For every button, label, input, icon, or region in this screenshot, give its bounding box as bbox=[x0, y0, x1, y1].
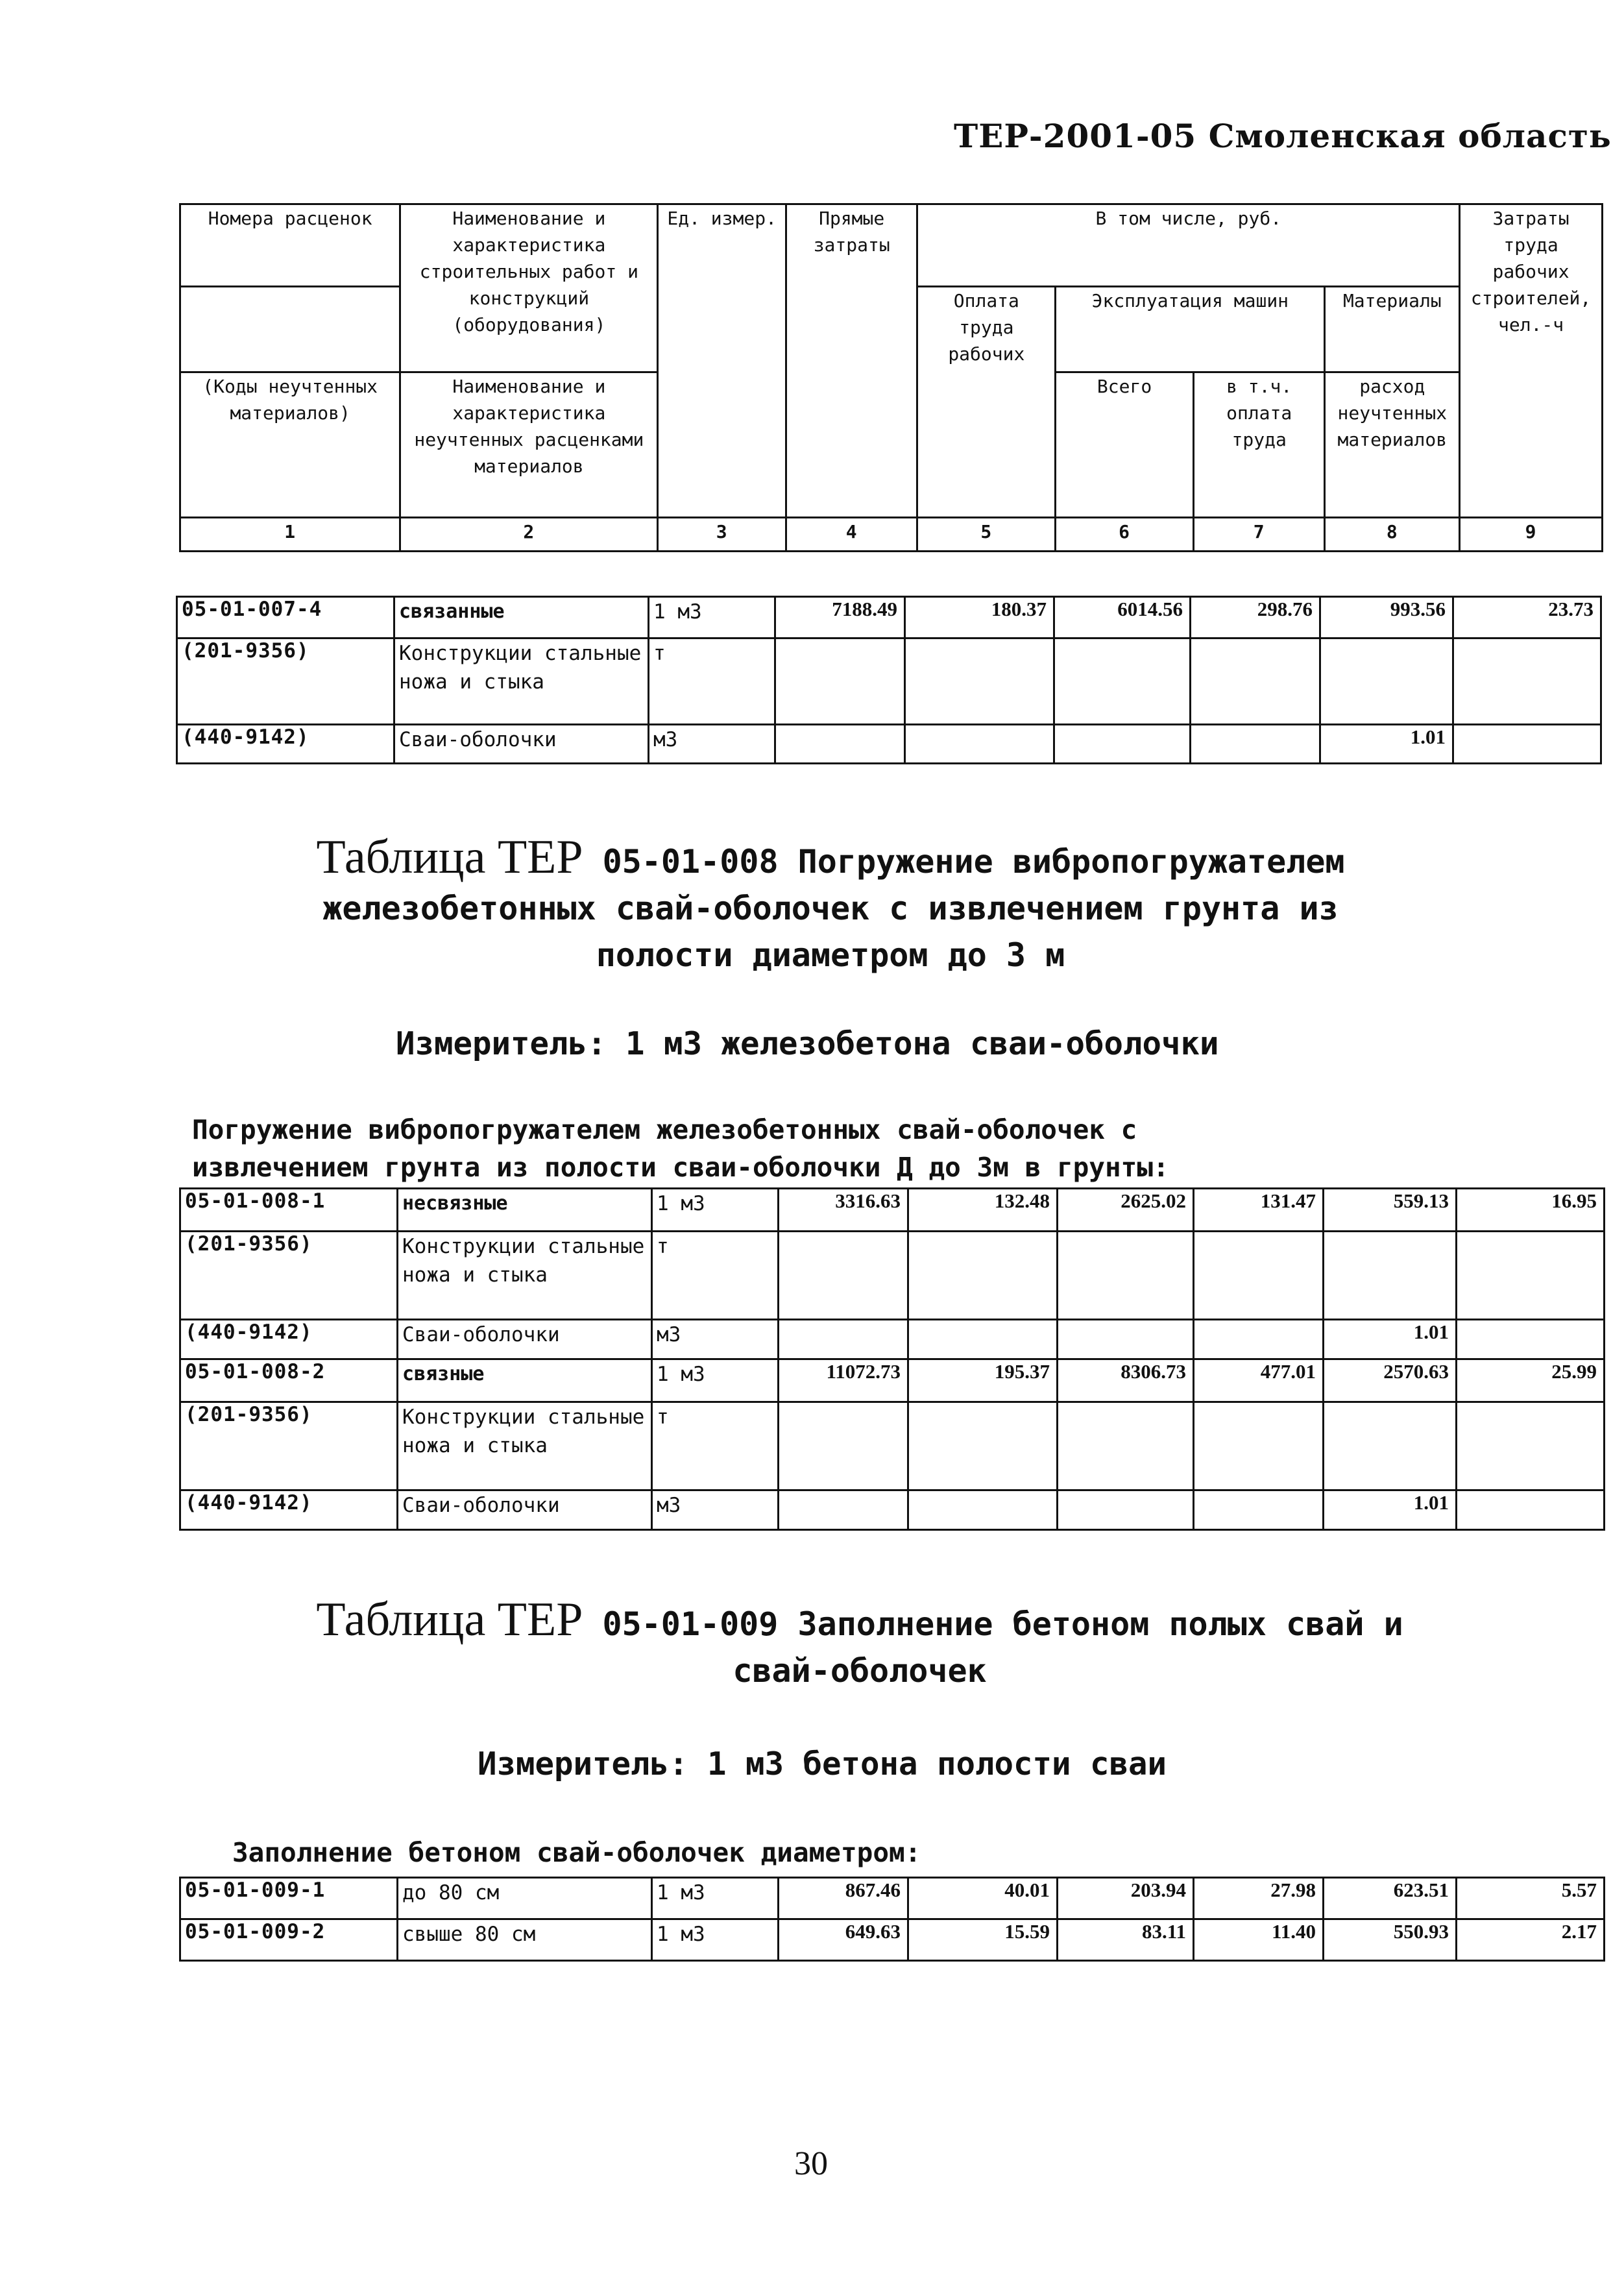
header-material-codes: (Коды неучтенных материалов) bbox=[180, 372, 400, 518]
rate-name: несвязные bbox=[398, 1189, 652, 1232]
material-name: Сваи-оболочки bbox=[394, 725, 649, 764]
header-unaccounted-materials: расход неучтенных материалов bbox=[1325, 372, 1460, 518]
labor-hours: 25.99 bbox=[1457, 1359, 1605, 1402]
table-title-line: свай-оболочек bbox=[733, 1652, 987, 1690]
materials: 559.13 bbox=[1324, 1189, 1457, 1232]
direct-costs: 3316.63 bbox=[779, 1189, 908, 1232]
rates-table-008 bbox=[179, 1187, 1605, 1531]
labor-hours: 5.57 bbox=[1457, 1878, 1605, 1919]
labor-hours: 2.17 bbox=[1457, 1919, 1605, 1961]
labor-pay: 195.37 bbox=[908, 1359, 1058, 1402]
direct-costs: 11072.73 bbox=[779, 1359, 908, 1402]
rate-unit: 1 м3 bbox=[652, 1359, 779, 1402]
column-number: 6 bbox=[1056, 518, 1194, 552]
rate-unit: 1 м3 bbox=[652, 1189, 779, 1232]
header-including-group: В том числе, руб. bbox=[917, 204, 1460, 287]
column-number: 2 bbox=[400, 518, 658, 552]
table-title-line bbox=[149, 831, 1512, 885]
header-direct-costs: Прямые затраты bbox=[786, 204, 917, 518]
labor-hours: 16.95 bbox=[1457, 1189, 1605, 1232]
labor-hours: 23.73 bbox=[1453, 597, 1601, 638]
header-machines: Эксплуатация машин bbox=[1056, 287, 1325, 372]
rate-code: 05-01-009-2 bbox=[180, 1919, 398, 1961]
table-title-008 bbox=[149, 831, 1512, 979]
machines-labor: 477.01 bbox=[1194, 1359, 1324, 1402]
header-labor-costs: Затраты труда рабочих строителей, чел.-ч bbox=[1460, 204, 1603, 518]
column-header-table bbox=[179, 203, 1603, 552]
rate-name: связные bbox=[398, 1359, 652, 1402]
material-code: (440-9142) bbox=[180, 1490, 398, 1530]
direct-costs: 649.63 bbox=[779, 1919, 908, 1961]
rate-code: 05-01-008-2 bbox=[180, 1359, 398, 1402]
material-unit: м3 bbox=[652, 1320, 779, 1359]
table-row bbox=[180, 1402, 1605, 1490]
table-title-line: полости диаметром до 3 м bbox=[596, 936, 1065, 974]
intro-line: Погружение вибропогружателем железобетонных свай-оболочек с bbox=[192, 1114, 1137, 1145]
column-number: 5 bbox=[917, 518, 1056, 552]
material-unit: м3 bbox=[649, 725, 775, 764]
machines-labor: 11.40 bbox=[1194, 1919, 1324, 1961]
intro-009: Заполнение бетоном свай-оболочек диаметром: bbox=[232, 1837, 921, 1868]
table-title-prefix: Таблица ТЕР bbox=[316, 1593, 583, 1646]
material-unit: т bbox=[649, 638, 775, 725]
rate-name: до 80 см bbox=[398, 1878, 652, 1919]
rates-table-009 bbox=[179, 1877, 1605, 1962]
material-code: (201-9356) bbox=[177, 638, 394, 725]
table-row bbox=[177, 725, 1601, 764]
rate-name: связанные bbox=[394, 597, 649, 638]
rate-unit: 1 м3 bbox=[649, 597, 775, 638]
header-work-name: Наименование и характеристика строительных работ и конструкций (оборудования) bbox=[400, 204, 658, 372]
machines-labor: 131.47 bbox=[1194, 1189, 1324, 1232]
measurer-009: Измеритель: 1 м3 бетона полости сваи bbox=[478, 1745, 1167, 1782]
header-machines-total: Всего bbox=[1056, 372, 1194, 518]
material-name: Сваи-оболочки bbox=[398, 1320, 652, 1359]
machines-total: 6014.56 bbox=[1054, 597, 1191, 638]
rate-code: 05-01-007-4 bbox=[177, 597, 394, 638]
column-number: 4 bbox=[786, 518, 917, 552]
direct-costs: 7188.49 bbox=[775, 597, 905, 638]
material-unit: т bbox=[652, 1402, 779, 1490]
material-code: (440-9142) bbox=[177, 725, 394, 764]
machines-total: 2625.02 bbox=[1058, 1189, 1194, 1232]
machines-total: 83.11 bbox=[1058, 1919, 1194, 1961]
rate-unit: 1 м3 bbox=[652, 1878, 779, 1919]
table-title-line bbox=[195, 1593, 1525, 1648]
material-code: (201-9356) bbox=[180, 1402, 398, 1490]
labor-pay: 180.37 bbox=[905, 597, 1054, 638]
table-row bbox=[180, 1490, 1605, 1530]
machines-labor: 27.98 bbox=[1194, 1878, 1324, 1919]
column-number: 7 bbox=[1193, 518, 1325, 552]
material-quantity: 1.01 bbox=[1324, 1490, 1457, 1530]
material-code: (201-9356) bbox=[180, 1232, 398, 1320]
machines-total: 8306.73 bbox=[1058, 1359, 1194, 1402]
material-name: Конструкции стальные ножа и стыка bbox=[398, 1402, 652, 1490]
direct-costs: 867.46 bbox=[779, 1878, 908, 1919]
measurer-008: Измеритель: 1 м3 железобетона сваи-оболочки bbox=[396, 1025, 1219, 1062]
material-name: Конструкции стальные ножа и стыка bbox=[394, 638, 649, 725]
rates-table-007 bbox=[176, 596, 1602, 764]
machines-total: 203.94 bbox=[1058, 1878, 1194, 1919]
table-row bbox=[177, 638, 1601, 725]
column-number: 1 bbox=[180, 518, 400, 552]
table-row bbox=[180, 1320, 1605, 1359]
material-quantity: 1.01 bbox=[1324, 1320, 1457, 1359]
rate-code: 05-01-008-1 bbox=[180, 1189, 398, 1232]
table-row bbox=[180, 1878, 1605, 1919]
table-title-prefix: Таблица ТЕР bbox=[316, 831, 583, 884]
page-number: 30 bbox=[794, 2145, 828, 2182]
table-row bbox=[180, 1189, 1605, 1232]
rate-unit: 1 м3 bbox=[652, 1919, 779, 1961]
materials: 550.93 bbox=[1324, 1919, 1457, 1961]
labor-pay: 40.01 bbox=[908, 1878, 1058, 1919]
running-header: ТЕР-2001-05 Смоленская область bbox=[954, 117, 1612, 155]
header-machines-labor: в т.ч. оплата труда bbox=[1193, 372, 1325, 518]
header-material-name: Наименование и характеристика неучтенных расценками материалов bbox=[400, 372, 658, 518]
labor-pay: 15.59 bbox=[908, 1919, 1058, 1961]
header-rate-numbers: Номера расценок bbox=[180, 204, 400, 287]
table-title-text: 05-01-009 Заполнение бетоном полых свай и bbox=[602, 1605, 1403, 1643]
table-row bbox=[180, 1919, 1605, 1961]
intro-line: извлечением грунта из полости сваи-оболочки Д до 3м в грунты: bbox=[192, 1152, 1169, 1183]
material-quantity: 1.01 bbox=[1320, 725, 1453, 764]
material-name: Конструкции стальные ножа и стыка bbox=[398, 1232, 652, 1320]
header-unit: Ед. измер. bbox=[658, 204, 786, 518]
table-title-text: 05-01-008 Погружение вибропогружателем bbox=[602, 843, 1345, 881]
table-title-line: железобетонных свай-оболочек с извлечением грунта из bbox=[322, 890, 1339, 927]
rate-code: 05-01-009-1 bbox=[180, 1878, 398, 1919]
table-title-009 bbox=[195, 1593, 1525, 1694]
header-rate-numbers-blank bbox=[180, 287, 400, 372]
intro-008 bbox=[192, 1111, 1169, 1186]
material-name: Сваи-оболочки bbox=[398, 1490, 652, 1530]
materials: 623.51 bbox=[1324, 1878, 1457, 1919]
header-materials: Материалы bbox=[1325, 287, 1460, 372]
header-labor-pay: Оплата труда рабочих bbox=[917, 287, 1056, 518]
table-row bbox=[177, 597, 1601, 638]
column-number: 3 bbox=[658, 518, 786, 552]
labor-pay: 132.48 bbox=[908, 1189, 1058, 1232]
column-number: 8 bbox=[1325, 518, 1460, 552]
rate-name: свыше 80 см bbox=[398, 1919, 652, 1961]
material-unit: т bbox=[652, 1232, 779, 1320]
table-row bbox=[180, 1359, 1605, 1402]
material-unit: м3 bbox=[652, 1490, 779, 1530]
table-row bbox=[180, 1232, 1605, 1320]
material-code: (440-9142) bbox=[180, 1320, 398, 1359]
materials: 993.56 bbox=[1320, 597, 1453, 638]
materials: 2570.63 bbox=[1324, 1359, 1457, 1402]
machines-labor: 298.76 bbox=[1191, 597, 1320, 638]
column-number: 9 bbox=[1460, 518, 1603, 552]
